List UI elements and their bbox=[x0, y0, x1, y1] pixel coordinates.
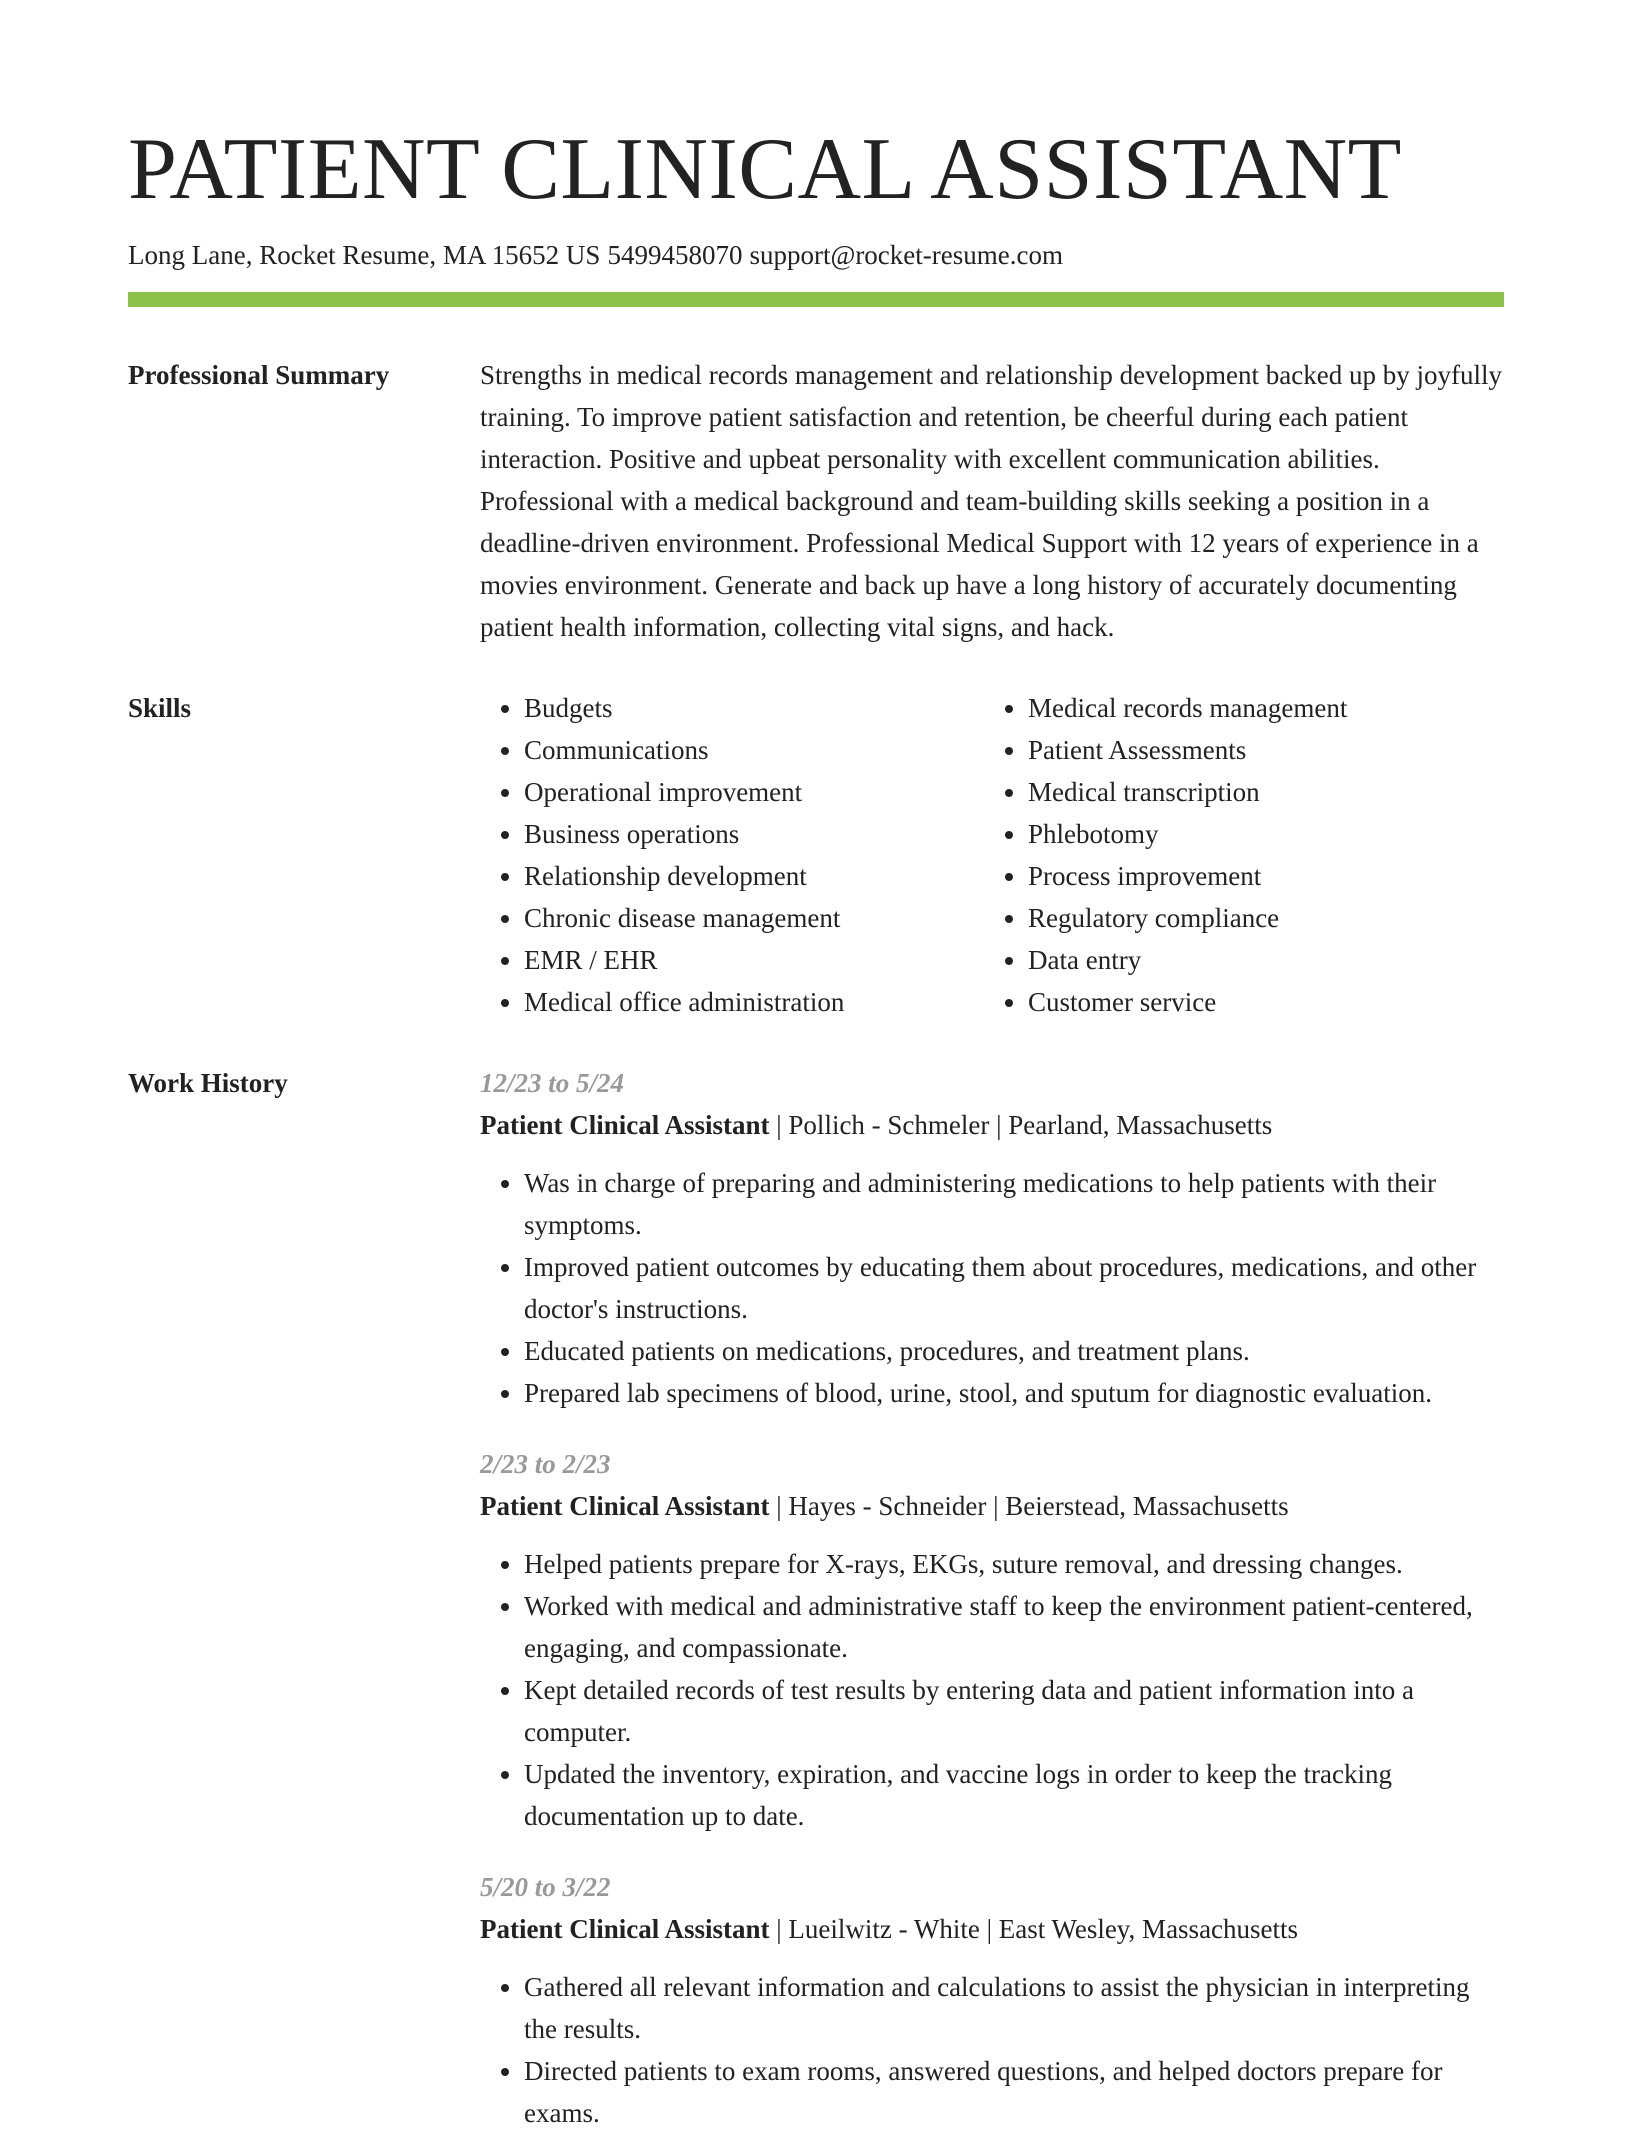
resume-page bbox=[128, 118, 1504, 2134]
job-bullet: • Directed patients to exam rooms, answered questions, and helped doctors prepare for exams. bbox=[524, 2050, 1504, 2134]
job-bullet: • Improved patient outcomes by educating them about procedures, medications, and other doctor's instructions. bbox=[524, 1246, 1504, 1330]
job-heading bbox=[480, 1104, 1504, 1146]
summary-text: Strengths in medical records management and relationship development backed up by joyfully training. To improve patient satisfaction and retention, be cheerful during each patient interaction. Positive and upbeat personality with excellent communication abilities. Professional with a medical background and team-building skills seeking a position in a deadline-driven environment. Professional Medical Support with 12 years of experience in a movies environment. Generate and back up have a long history of accurately documenting patient health information, collecting vital signs, and hack. bbox=[480, 360, 1502, 642]
section-label-summary: Professional Summary bbox=[128, 360, 390, 390]
skill-item: • Medical transcription bbox=[1028, 771, 1508, 813]
skills-list bbox=[480, 687, 1508, 1023]
contact-phone: 5499458070 bbox=[607, 240, 743, 270]
skill-item: • Relationship development bbox=[524, 855, 984, 897]
job-bullet: • Was in charge of preparing and administering medications to help patients with their symptoms. bbox=[524, 1162, 1504, 1246]
skills-column-right bbox=[984, 687, 1508, 1023]
skill-item: • Budgets bbox=[524, 687, 984, 729]
candidate-name: PATIENT CLINICAL ASSISTANT bbox=[128, 121, 1402, 218]
skill-item: • Medical office administration bbox=[524, 981, 984, 1023]
job-employer-location: | Lueilwitz - White | East Wesley, Massachusetts bbox=[769, 1914, 1299, 1944]
job-entry bbox=[480, 1443, 1504, 1837]
job-entry bbox=[480, 1866, 1504, 2134]
job-heading bbox=[480, 1485, 1504, 1527]
job-bullet: • Kept detailed records of test results by entering data and patient information into a computer. bbox=[524, 1669, 1504, 1753]
job-dates: 5/20 to 3/22 bbox=[480, 1872, 611, 1902]
skill-item: • Phlebotomy bbox=[1028, 813, 1508, 855]
job-employer-location: | Hayes - Schneider | Beierstead, Massachusetts bbox=[769, 1491, 1289, 1521]
skills-column-left bbox=[480, 687, 984, 1023]
section-label-work-history: Work History bbox=[128, 1068, 288, 1098]
skill-item: • Medical records management bbox=[1028, 687, 1508, 729]
job-bullet: • Worked with medical and administrative staff to keep the environment patient-centered, engaging, and compassionate. bbox=[524, 1585, 1504, 1669]
job-entry bbox=[480, 1062, 1504, 1414]
work-history-section bbox=[128, 1067, 1504, 2134]
job-bullet: • Updated the inventory, expiration, and vaccine logs in order to keep the tracking documentation up to date. bbox=[524, 1753, 1504, 1837]
header-divider bbox=[128, 292, 1504, 307]
summary-section bbox=[128, 359, 1504, 648]
skill-item: • Business operations bbox=[524, 813, 984, 855]
skill-item: • Regulatory compliance bbox=[1028, 897, 1508, 939]
job-title: Patient Clinical Assistant bbox=[480, 1914, 770, 1944]
job-bullets bbox=[480, 1543, 1504, 1837]
skill-item: • Communications bbox=[524, 729, 984, 771]
section-label-skills: Skills bbox=[128, 693, 192, 723]
skill-item: • Operational improvement bbox=[524, 771, 984, 813]
skill-item: • Patient Assessments bbox=[1028, 729, 1508, 771]
job-title: Patient Clinical Assistant bbox=[480, 1491, 770, 1521]
job-dates: 2/23 to 2/23 bbox=[480, 1449, 611, 1479]
job-bullets bbox=[480, 1966, 1504, 2134]
skill-item: • Chronic disease management bbox=[524, 897, 984, 939]
job-employer-location: | Pollich - Schmeler | Pearland, Massachusetts bbox=[769, 1110, 1273, 1140]
job-bullets bbox=[480, 1162, 1504, 1414]
job-title: Patient Clinical Assistant bbox=[480, 1110, 770, 1140]
skills-section bbox=[128, 692, 1504, 1023]
contact-address: Long Lane, Rocket Resume, MA 15652 US bbox=[128, 240, 601, 270]
job-heading bbox=[480, 1908, 1504, 1950]
skill-item: • Process improvement bbox=[1028, 855, 1508, 897]
job-bullet: • Gathered all relevant information and calculations to assist the physician in interpreting the results. bbox=[524, 1966, 1504, 2050]
skill-item: • EMR / EHR bbox=[524, 939, 984, 981]
job-bullet: • Helped patients prepare for X-rays, EKGs, suture removal, and dressing changes. bbox=[524, 1543, 1504, 1585]
job-bullet: • Prepared lab specimens of blood, urine, stool, and sputum for diagnostic evaluation. bbox=[524, 1372, 1504, 1414]
contact-email: support@rocket-resume.com bbox=[749, 240, 1063, 270]
contact-line bbox=[128, 238, 1504, 272]
skill-item: • Data entry bbox=[1028, 939, 1508, 981]
skill-item: • Customer service bbox=[1028, 981, 1508, 1023]
job-dates: 12/23 to 5/24 bbox=[480, 1068, 625, 1098]
job-bullet: • Educated patients on medications, procedures, and treatment plans. bbox=[524, 1330, 1504, 1372]
